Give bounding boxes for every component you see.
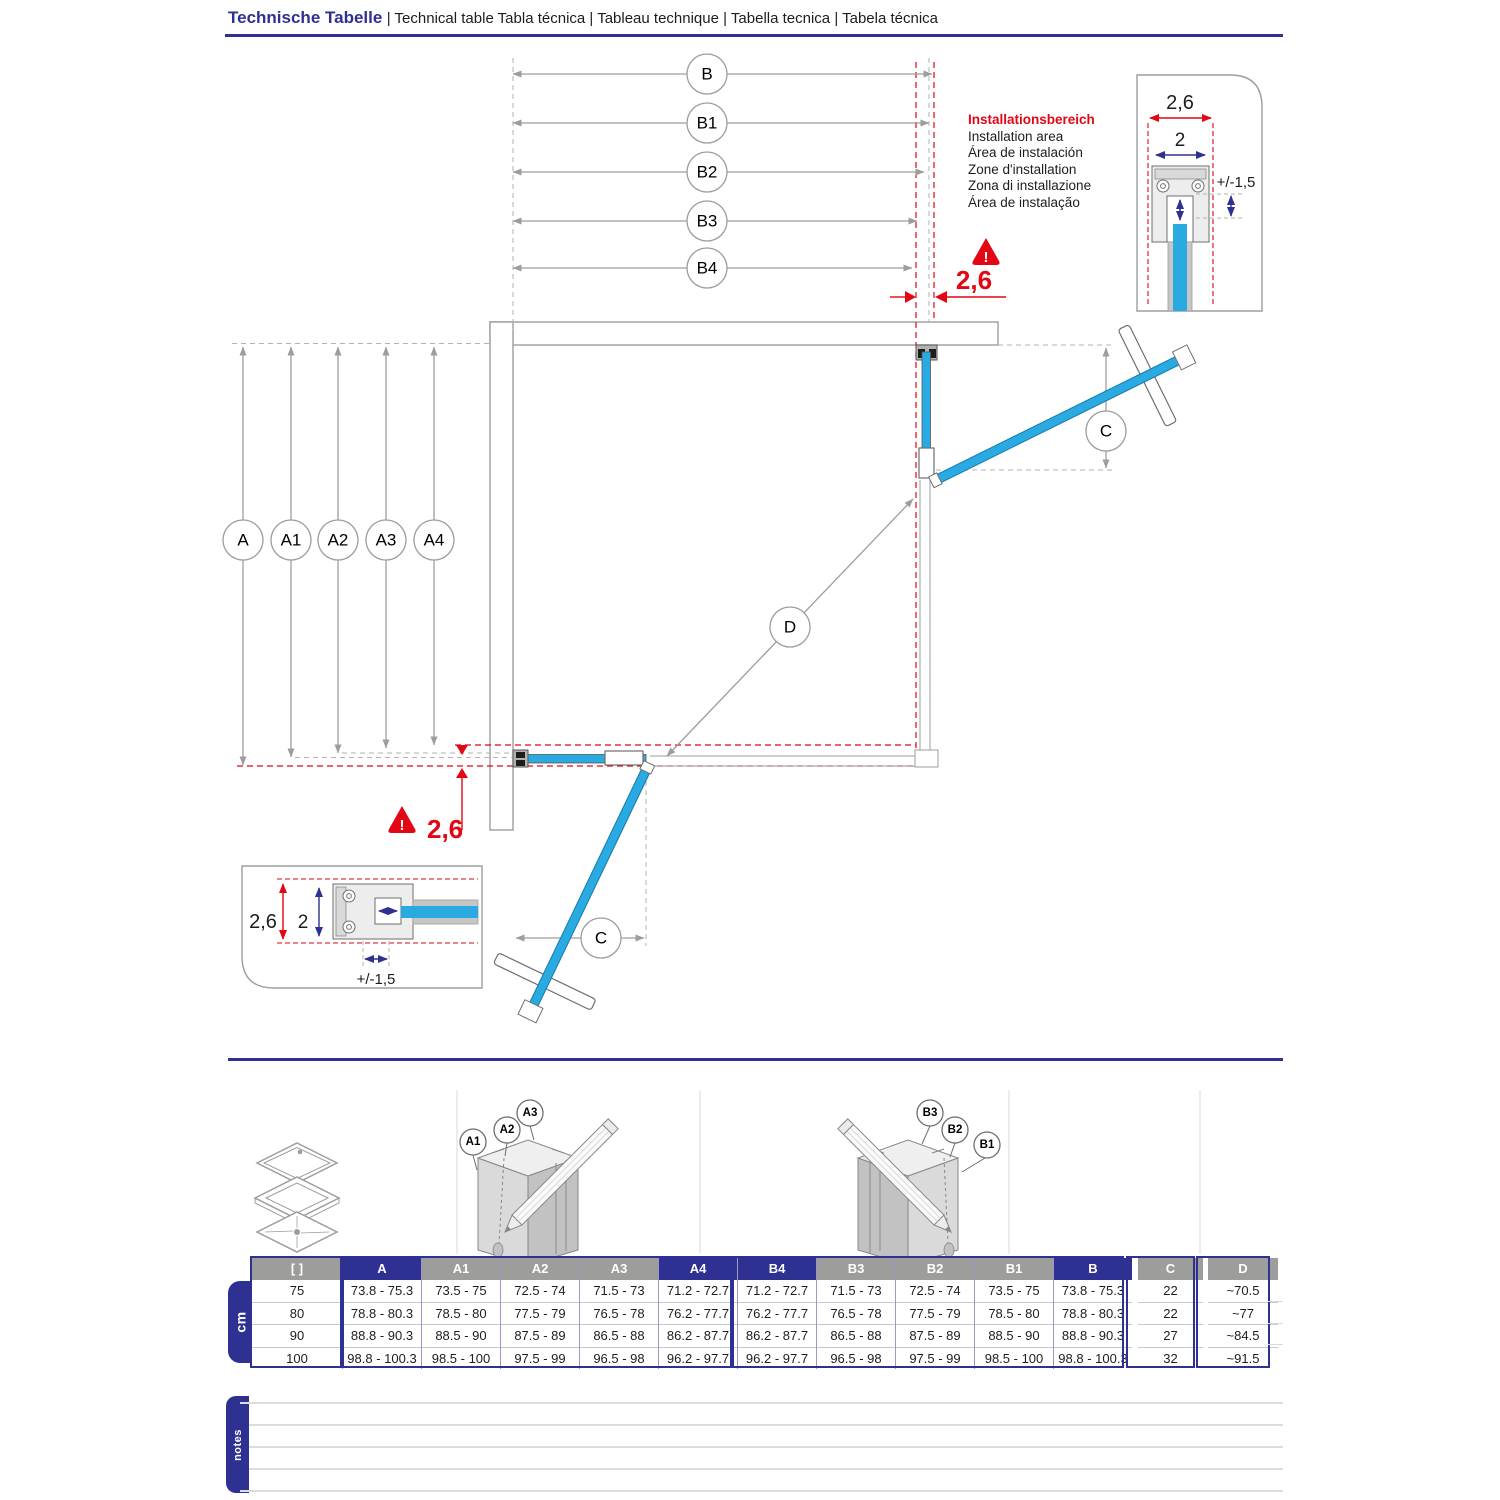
table-header: A4	[659, 1258, 737, 1280]
section-separator	[228, 1058, 1283, 1061]
table-cell: 78.8 - 80.3	[1054, 1303, 1132, 1326]
wall-profile-diagram-b	[838, 1100, 1000, 1265]
dim-label-a: A	[237, 530, 249, 550]
table-cell: 78.8 - 80.3	[343, 1303, 421, 1326]
table-col-b4	[737, 1258, 816, 1369]
warning-mark-top: !	[983, 249, 989, 266]
detail-bottom-inner: 2	[297, 912, 309, 933]
table-col-a1	[421, 1258, 500, 1369]
table-cell: 71.2 - 72.7	[738, 1280, 816, 1303]
table-header: B2	[896, 1258, 974, 1280]
notes-label: notes	[231, 1428, 244, 1461]
wall-left	[490, 322, 513, 830]
table-cell: 98.8 - 100.3	[343, 1348, 421, 1370]
table-cell: 32	[1138, 1348, 1203, 1370]
table-cell: 97.5 - 99	[896, 1348, 974, 1370]
dim-label-b4: B4	[696, 258, 718, 278]
table-cell: 78.5 - 80	[422, 1303, 500, 1326]
table-col-d	[1208, 1258, 1278, 1369]
installation-area-fr: Zone d'installation	[968, 161, 1077, 177]
table-cell: 73.5 - 75	[422, 1280, 500, 1303]
table-cell: 88.8 - 90.3	[343, 1325, 421, 1348]
table-col-b2	[895, 1258, 974, 1369]
table-cell: 71.5 - 73	[817, 1280, 895, 1303]
detail-top-tolerance: +/-1,5	[1216, 174, 1256, 191]
table-cell: 98.8 - 100.3	[1054, 1348, 1132, 1370]
dim-label-a1: A1	[280, 530, 302, 550]
table-header: [ ]	[252, 1258, 342, 1280]
extension-lines	[232, 58, 1114, 946]
table-col-a	[342, 1258, 421, 1369]
table-cell: 97.5 - 99	[501, 1348, 579, 1370]
table-cell: 88.5 - 90	[975, 1325, 1053, 1348]
table-col-b1	[974, 1258, 1053, 1369]
wall-profile-diagram-a	[460, 1100, 618, 1265]
table-cell: 86.5 - 88	[580, 1325, 658, 1348]
table-cell: 27	[1138, 1325, 1203, 1348]
table-cell: 76.5 - 78	[817, 1303, 895, 1326]
table-header: A3	[580, 1258, 658, 1280]
detail-card-bottom	[242, 866, 482, 988]
table-cell: 76.5 - 78	[580, 1303, 658, 1326]
a-dimension-labels	[223, 520, 454, 560]
callout-a3: A3	[522, 1107, 538, 1119]
callout-a1: A1	[465, 1136, 481, 1148]
page-title-secondary: | Technical table Tabla técnica | Tableau technique | Tabella tecnica | Tabela técnica	[386, 10, 939, 27]
table-cell: 96.2 - 97.7	[738, 1348, 816, 1370]
table-header: B	[1054, 1258, 1132, 1280]
b-dimension-labels	[687, 54, 727, 288]
detail-top-outer: 2,6	[1166, 92, 1194, 114]
warning-bottom	[388, 745, 468, 844]
table-col-b3	[816, 1258, 895, 1369]
door-glass-right	[932, 352, 1190, 485]
table-cell: 86.5 - 88	[817, 1325, 895, 1348]
table-cell: 72.5 - 74	[501, 1280, 579, 1303]
table-cell: 76.2 - 77.7	[738, 1303, 816, 1326]
table-cell: 88.5 - 90	[422, 1325, 500, 1348]
unit-tab	[228, 1281, 253, 1363]
table-cell: 87.5 - 89	[501, 1325, 579, 1348]
table-cell: 77.5 - 79	[896, 1303, 974, 1326]
hinge-bottom	[605, 751, 643, 765]
table-cell: 73.8 - 75.3	[1054, 1280, 1132, 1303]
dim-label-a2: A2	[327, 530, 349, 550]
table-cell: 88.8 - 90.3	[1054, 1325, 1132, 1348]
warning-value-top: 2,6	[955, 265, 993, 295]
installation-area-en: Installation area	[968, 128, 1064, 144]
notes-ruled-line	[240, 1490, 1283, 1492]
warning-value-bottom: 2,6	[427, 814, 464, 844]
table-cell: 22	[1138, 1303, 1203, 1326]
dim-label-d: D	[783, 617, 797, 637]
table-cell: 71.5 - 73	[580, 1280, 658, 1303]
table-cell: 87.5 - 89	[896, 1325, 974, 1348]
detail-card-top	[1137, 75, 1262, 311]
installation-boundary-dashed	[237, 62, 934, 766]
table-cell: 90	[252, 1325, 342, 1348]
glass-section-top	[1173, 224, 1187, 311]
table-cell: 73.5 - 75	[975, 1280, 1053, 1303]
dim-label-b3: B3	[696, 211, 718, 231]
dimension-table	[252, 1258, 1278, 1369]
table-header: B1	[975, 1258, 1053, 1280]
hinge-right	[919, 448, 934, 478]
row-line-stub	[1268, 1344, 1283, 1345]
corner-profile	[915, 750, 938, 767]
table-header: B4	[738, 1258, 816, 1280]
table-cell: 22	[1138, 1280, 1203, 1303]
table-cell: 76.2 - 77.7	[659, 1303, 737, 1326]
notes-tab	[226, 1396, 249, 1493]
table-cell: 80	[252, 1303, 342, 1326]
door-glass-bottom	[524, 764, 652, 1019]
dim-label-b: B	[701, 64, 713, 84]
table-cell: 77.5 - 79	[501, 1303, 579, 1326]
callout-b1: B1	[979, 1139, 995, 1151]
table-col-a4	[658, 1258, 737, 1369]
table-cell: 98.5 - 100	[975, 1348, 1053, 1370]
table-cell: 98.5 - 100	[422, 1348, 500, 1370]
table-col-c	[1138, 1258, 1203, 1369]
page-title-primary: Technische Tabelle	[228, 8, 383, 27]
detail-top-inner: 2	[1174, 130, 1186, 151]
unit-label: cm	[232, 1311, 249, 1333]
dim-label-a4: A4	[423, 530, 445, 550]
dim-label-a3: A3	[375, 530, 397, 550]
installation-area-de: Installationsbereich	[968, 112, 1095, 127]
notes-ruled-line	[249, 1424, 1283, 1426]
table-cell: 78.5 - 80	[975, 1303, 1053, 1326]
table-header: A1	[422, 1258, 500, 1280]
row-line-stub	[1268, 1301, 1283, 1302]
table-header: C	[1138, 1258, 1203, 1280]
table-cell: 86.2 - 87.7	[738, 1325, 816, 1348]
table-cell: ~70.5	[1208, 1280, 1278, 1303]
table-header: B3	[817, 1258, 895, 1280]
installation-area-it: Zona di installazione	[968, 178, 1092, 193]
shower-tray-icon	[255, 1143, 339, 1252]
dim-label-b2: B2	[696, 162, 718, 182]
detail-bottom-tolerance: +/-1,5	[356, 971, 396, 988]
row-line-stub	[1268, 1323, 1283, 1324]
table-col-a2	[500, 1258, 579, 1369]
table-cell: ~91.5	[1208, 1348, 1278, 1370]
table-cell: 96.5 - 98	[580, 1348, 658, 1370]
table-cell: 75	[252, 1280, 342, 1303]
notes-ruled-line	[249, 1468, 1283, 1470]
table-col-a3	[579, 1258, 658, 1369]
notes-ruled-line	[249, 1446, 1283, 1448]
dim-label-c-right: C	[1099, 421, 1113, 441]
table-header: A	[343, 1258, 421, 1280]
detail-bottom-outer: 2,6	[249, 911, 277, 933]
installation-area-pt: Área de instalação	[968, 194, 1080, 210]
table-cell: 100	[252, 1348, 342, 1370]
callout-b2: B2	[947, 1124, 963, 1136]
table-col-size	[252, 1258, 342, 1369]
table-header: D	[1208, 1258, 1278, 1280]
table-cell: 73.8 - 75.3	[343, 1280, 421, 1303]
table-cell: 72.5 - 74	[896, 1280, 974, 1303]
callout-a2: A2	[499, 1124, 515, 1136]
table-cell: 86.2 - 87.7	[659, 1325, 737, 1348]
table-col-b	[1053, 1258, 1132, 1369]
warning-mark-bottom: !	[399, 817, 405, 834]
table-cell: ~84.5	[1208, 1325, 1278, 1348]
dim-label-b1: B1	[696, 113, 718, 133]
wall-top	[490, 322, 998, 345]
table-cell: 71.2 - 72.7	[659, 1280, 737, 1303]
notes-ruled-line	[240, 1402, 1283, 1404]
installation-area-es: Área de instalación	[968, 145, 1083, 160]
table-cell: 96.5 - 98	[817, 1348, 895, 1370]
table-header: A2	[501, 1258, 579, 1280]
glass-section-bottom	[401, 906, 478, 918]
table-cell: ~77	[1208, 1303, 1278, 1326]
dim-label-c-bottom: C	[594, 928, 608, 948]
callout-b3: B3	[922, 1107, 938, 1119]
warning-top	[890, 238, 1006, 303]
table-cell: 96.2 - 97.7	[659, 1348, 737, 1370]
